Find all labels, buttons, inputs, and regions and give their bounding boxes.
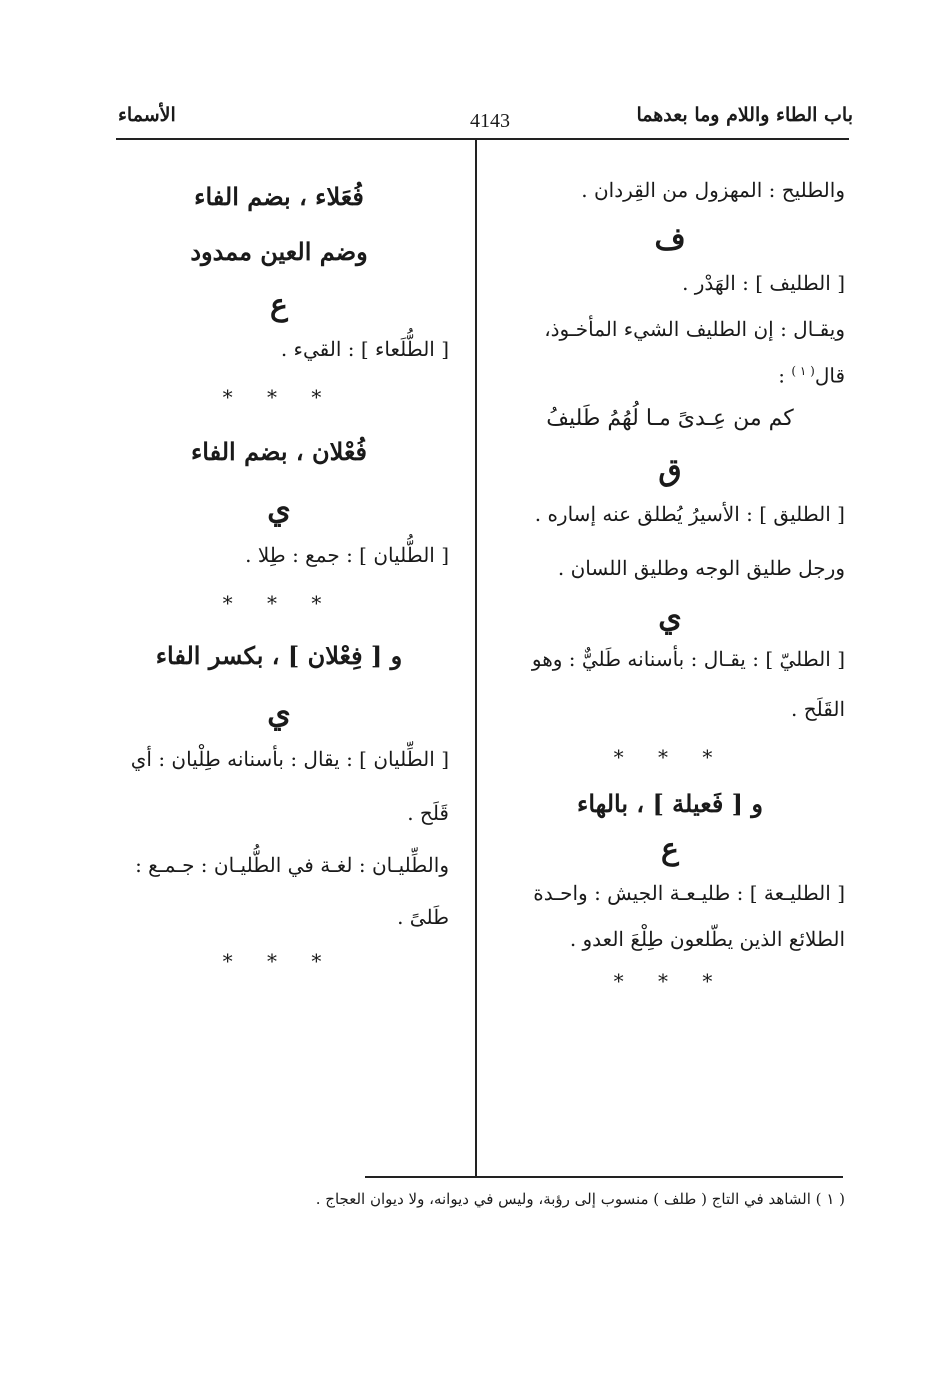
footnote-rule <box>365 1176 843 1178</box>
section-heading-fulan: فُعْلان ، بضم الفاء <box>191 437 367 466</box>
letter-heading-fa: ف <box>654 222 686 257</box>
entry-tilyan: [ الطِّليان ] : يقال : بأسنانه طِلْيان : أي <box>130 747 449 771</box>
section-heading-faeela: و [ فَعيلة ] ، بالهاء <box>577 788 763 818</box>
running-head-category: الأسماء <box>118 104 176 126</box>
poetry-verse: كم من عِـدىً مـا لُهُمُ طَليفُ <box>546 405 794 431</box>
section-heading-filan: و [ فِعْلان ] ، بكسر الفاء <box>155 641 403 670</box>
section-separator: * * * <box>613 744 727 769</box>
running-head-section: باب الطاء واللام وما بعدهما <box>636 104 853 126</box>
entry-taleef: [ الطليف ] : الهَدْر . <box>682 271 845 295</box>
section-separator: * * * <box>222 591 336 615</box>
footnote-reference[interactable]: ( ١ ) <box>791 364 815 378</box>
letter-heading-ya: ي <box>267 492 291 527</box>
entry-tilyan-variant-continued: طَلىً . <box>397 905 449 929</box>
section-heading-fulaa-continued: وضم العين ممدود <box>190 237 368 266</box>
entry-taleeh: والطليح : المهزول من القِردان . <box>581 178 845 202</box>
letter-heading-ya: ي <box>658 599 682 635</box>
letter-heading-qaf: ق <box>658 452 682 488</box>
section-separator: * * * <box>613 968 727 993</box>
letter-heading-ya: ي <box>267 696 291 731</box>
entry-talyy: [ الطليّ ] : يقـال : بأسنانه طَليٌّ : وهو <box>531 646 845 671</box>
section-separator: * * * <box>222 385 336 409</box>
footnote: ( ١ ) الشاهد في التاج ( طلف ) منسوب إلى رؤبة، وليس في ديوانه، ولا ديوان العجاج . <box>315 1190 845 1208</box>
entry-tulyan: [ الطُّليان ] : جمع : طِلا . <box>245 543 449 567</box>
quote-intro <box>495 357 845 390</box>
section-heading-fulaa: فُعَلاء ، بضم الفاء <box>194 182 364 211</box>
entry-taleef-continued: ويقـال : إن الطليف الشيء المأخـوذ، <box>544 317 845 341</box>
quote-intro-word: قال <box>814 363 845 388</box>
entry-taleeq: [ الطليق ] : الأسيرُ يُطلق عنه إساره . <box>534 501 845 526</box>
entry-tulaa: [ الطُّلَعاء ] : القيء . <box>280 337 449 361</box>
entry-taleea-continued: الطلائع الذين يطّلعون طِلْعَ العدو . <box>569 926 845 951</box>
header-rule <box>116 138 849 140</box>
letter-heading-ain: ع <box>661 831 679 867</box>
entry-tilyan-variant: والطِّليـان : لغـة في الطُّليـان : جـمـع : <box>135 853 449 877</box>
right-column <box>495 170 845 993</box>
quote-intro-colon: : <box>778 363 785 388</box>
column-divider <box>475 140 477 1176</box>
letter-heading-ain: ع <box>270 288 288 323</box>
entry-tilyan-continued: قَلَح . <box>407 801 449 825</box>
section-separator: * * * <box>222 949 336 973</box>
entry-taleeq-continued: ورجل طليق الوجه وطليق اللسان . <box>557 555 845 580</box>
page-number: 4143 <box>470 110 510 132</box>
entry-talyy-continued: القَلَح . <box>790 696 845 721</box>
entry-taleea: [ الطليـعة ] : طليـعـة الجيش : واحـدة <box>533 880 845 905</box>
left-column <box>109 170 449 973</box>
